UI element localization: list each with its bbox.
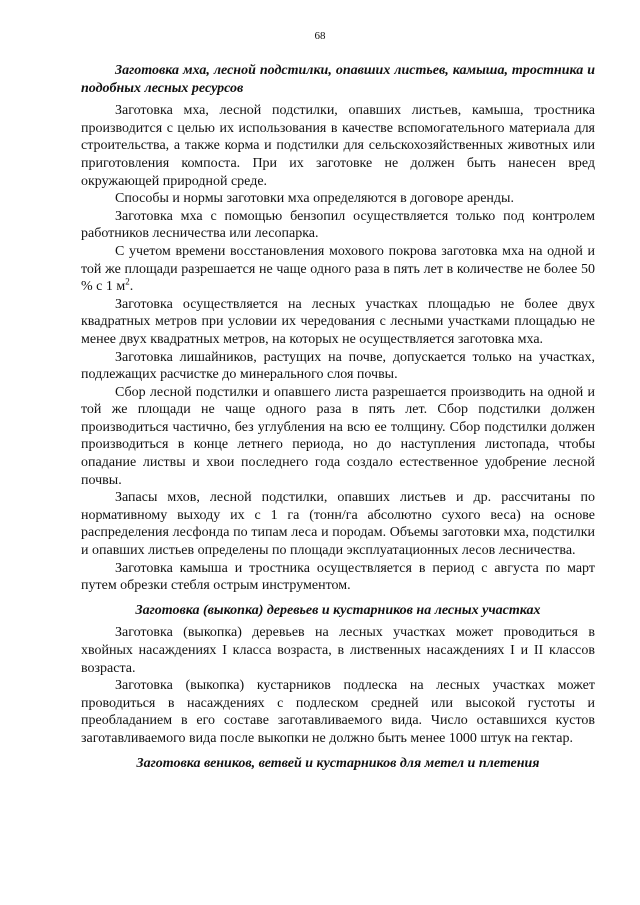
- punctuation: .: [129, 279, 134, 295]
- paragraph: Запасы мхов, лесной подстилки, опавших листьев и др. рассчитаны по нормативному выходу их с 1 га (тонн/га абсолютно сухого веса) на основе распределения лесфонда по типам леса и породам. Объемы заготовки мха, подстилки и опавших листьев определены по площади эксплуатационных лесов лесничества.: [81, 490, 595, 559]
- paragraph: Заготовка камыша и тростника осуществляется в период с августа по март путем обрезки стебля острым инструментом.: [81, 560, 595, 594]
- paragraph: Способы и нормы заготовки мха определяются в договоре аренды.: [115, 191, 514, 207]
- paragraph: Заготовка мха с помощью бензопил осуществляется только под контролем работников лесничества или лесопарка.: [81, 208, 595, 242]
- paragraph: Сбор лесной подстилки и опавшего листа разрешается производить на одной и той же площади не чаще одного раза в пять лет. Сбор подстилки должен производиться частично, без углубления на всю ее толщину. Сбор подстилки должен производиться в конце летнего периода, но до наступления листопада, чтобы опадание листвы и хвои последнего года создало естественное удобрение лесной почвы.: [81, 384, 595, 488]
- paragraph: [81, 243, 595, 296]
- paragraph: Заготовка (выкопка) деревьев на лесных участках может проводиться в хвойных насаждениях I класса возраста, в лиственных насаждениях I и II классов возраста.: [81, 625, 595, 676]
- paragraph: Заготовка лишайников, растущих на почве, допускается только на участках, подлежащих расчистке до минерального слоя почвы.: [81, 349, 595, 383]
- page-number: 68: [314, 30, 326, 42]
- section-heading-brooms: Заготовка веников, ветвей и кустарников для метел и плетения: [136, 755, 540, 771]
- paragraph: Заготовка осуществляется на лесных участках площадью не более двух квадратных метров при условии их чередования с лесными участками площадью не менее двух квадратных метров, на которых не осуществляется заготовка мха.: [81, 296, 595, 347]
- paragraph: Заготовка мха, лесной подстилки, опавших листьев, камыша, тростника производится с целью их использования в качестве вспомогательного материала для строительства, а также корма и подстилки для сельскохозяйственных животных или приготовления компоста. При их заготовке не должен быть нанесен вред окружающей природной среде.: [81, 103, 595, 189]
- paragraph: Заготовка (выкопка) кустарников подлеска на лесных участках может проводиться в насаждениях с подлеском средней или высокой густоты и преобладанием в его составе заготавливаемого вида. Число оставшихся кустов заготавливаемого вида после выкопки не должно быть менее 1000 штук на гектар.: [81, 678, 595, 746]
- section-heading-moss: Заготовка мха, лесной подстилки, опавших листьев, камыша, тростника и подобных лесных ресурсов: [81, 63, 595, 96]
- section-heading-trees: Заготовка (выкопка) деревьев и кустарников на лесных участках: [135, 602, 541, 618]
- document-body: [81, 62, 595, 772]
- superscript: 2: [125, 276, 130, 287]
- paragraph-text: С учетом времени восстановления мохового покрова заготовка мха на одной и той же площади разрешается не чаще одного раза в пять лет в количестве не более 50 % с 1 м: [81, 243, 595, 295]
